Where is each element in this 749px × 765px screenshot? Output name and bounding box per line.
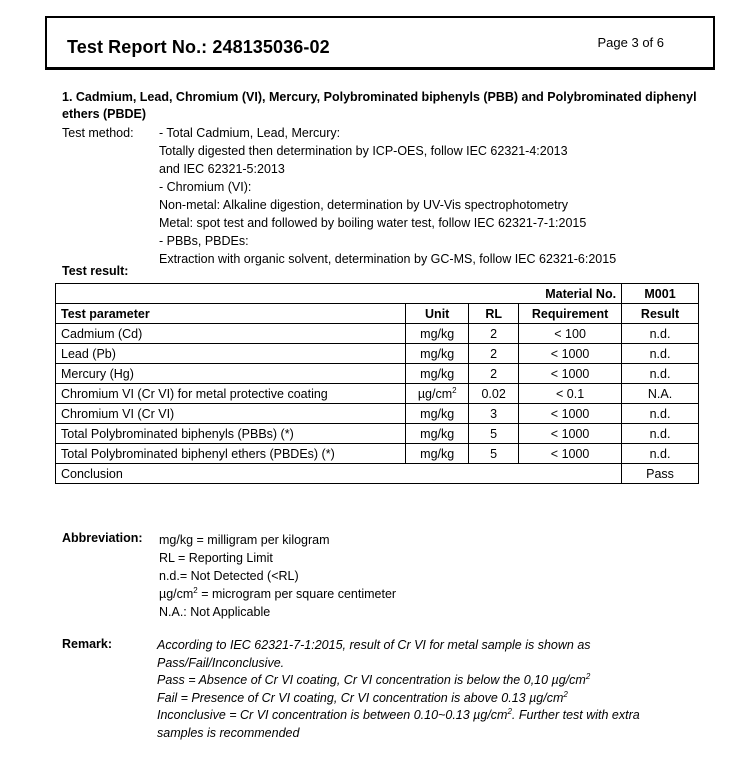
abbreviation-text: µg/cm [159,587,194,601]
parameter-cell: Chromium VI (Cr VI) for metal protective coating [56,384,406,404]
result-cell: n.d. [622,344,699,364]
remark-line-text: Pass = Absence of Cr VI coating, Cr VI concentration is below the 0,10 µg/cm [157,673,586,687]
unit-superscript: 2 [452,385,457,395]
abbreviation-superscript: 2 [193,586,198,595]
rl-cell: 2 [469,364,519,384]
remark-line [157,690,702,708]
requirement-cell: < 1000 [519,424,622,444]
parameter-cell: Chromium VI (Cr VI) [56,404,406,424]
table-row [56,444,699,464]
method-line: Non-metal: Alkaline digestion, determination by UV-Vis spectrophotometry [159,198,569,212]
table-blank-cell [406,284,469,304]
abbreviation-item [159,549,396,567]
result-cell: n.d. [622,324,699,344]
method-line: - PBBs, PBDEs: [159,234,249,248]
test-result-table [55,283,699,484]
rl-cell: 5 [469,424,519,444]
table-row [56,344,699,364]
remark-line [157,707,702,725]
method-line: and IEC 62321-5:2013 [159,162,285,176]
report-header [45,16,715,70]
abbreviation-text: mg/kg = milligram per kilogram [159,533,330,547]
column-header: Requirement [519,304,622,324]
method-line: - Total Cadmium, Lead, Mercury: [159,126,341,140]
unit-text: µg/cm [417,386,453,401]
requirement-cell: < 100 [519,324,622,344]
result-cell: n.d. [622,364,699,384]
test-method-label: Test method: [62,126,134,140]
remark-line [157,637,702,655]
material-id: M001 [622,284,699,304]
test-result-label: Test result: [62,264,129,278]
page-number: Page 3 of 6 [597,35,664,50]
table-row [56,404,699,424]
conclusion-value: Pass [622,464,699,484]
column-header: Result [622,304,699,324]
unit-cell [406,404,469,424]
unit-text: mg/kg [420,346,455,361]
abbreviation-item [159,603,396,621]
remark-line-text: Fail = Presence of Cr VI coating, Cr VI concentration is above 0.13 µg/cm [157,690,564,705]
unit-text: mg/kg [420,406,455,421]
remark-line [157,655,702,673]
rl-cell: 3 [469,404,519,424]
material-no-label: Material No. [519,284,622,304]
parameter-cell: Cadmium (Cd) [56,324,406,344]
remark-line [157,725,702,743]
rl-cell: 0.02 [469,384,519,404]
remark-text [157,637,702,742]
abbreviation-text: n.d.= Not Detected (<RL) [159,569,299,583]
requirement-cell: < 0.1 [519,384,622,404]
requirement-cell: < 1000 [519,404,622,424]
section-heading: 1. Cadmium, Lead, Chromium (VI), Mercury, Polybrominated biphenyls (PBB) and Polybrominated diphenyl ethers (PBDE) [62,90,697,121]
table-row [56,364,699,384]
column-header: Unit [406,304,469,324]
table-row [56,384,699,404]
table-blank-cell [56,284,406,304]
remark-line [157,672,702,690]
unit-cell [406,444,469,464]
remark-label: Remark: [62,637,113,651]
table-row [56,324,699,344]
unit-cell [406,384,469,404]
result-cell: N.A. [622,384,699,404]
remark-superscript: 2 [585,672,591,681]
parameter-cell: Lead (Pb) [56,344,406,364]
parameter-cell: Total Polybrominated biphenyls (PBBs) (*) [56,424,406,444]
remark-line-text: According to IEC 62321-7-1:2015, result of Cr VI for metal sample is shown as [157,638,591,652]
abbreviation-list [159,531,396,621]
unit-text: mg/kg [420,366,455,381]
table-blank-cell [469,284,519,304]
unit-cell [406,364,469,384]
abbreviation-text: RL = Reporting Limit [159,551,273,565]
result-cell: n.d. [622,444,699,464]
method-line: Totally digested then determination by ICP-OES, follow IEC 62321-4:2013 [159,144,568,158]
unit-text: mg/kg [420,446,455,461]
remark-superscript: 2 [563,689,568,699]
unit-cell [406,424,469,444]
table-header-row [56,304,699,324]
table-row [56,424,699,444]
unit-cell [406,344,469,364]
conclusion-row [56,464,699,484]
requirement-cell: < 1000 [519,444,622,464]
abbreviation-tail: = microgram per square centimeter [197,587,397,601]
rl-cell: 2 [469,344,519,364]
unit-text: mg/kg [420,426,455,441]
abbreviation-item [159,531,396,549]
parameter-cell: Total Polybrominated biphenyl ethers (PBDEs) (*) [56,444,406,464]
rl-cell: 2 [469,324,519,344]
unit-text: mg/kg [420,326,455,341]
abbreviation-item [159,585,396,603]
conclusion-label: Conclusion [56,464,622,484]
report-title: Test Report No.: 248135036-02 [67,37,330,57]
remark-line-tail: . Further test with extra [511,708,640,722]
method-line: Extraction with organic solvent, determination by GC-MS, follow IEC 62321-6:2015 [159,252,617,266]
remark-superscript: 2 [507,707,512,716]
method-line: Metal: spot test and followed by boiling water test, follow IEC 62321-7-1:2015 [159,216,587,230]
requirement-cell: < 1000 [519,364,622,384]
method-line: - Chromium (VI): [159,180,252,194]
abbreviation-label: Abbreviation: [62,531,143,545]
parameter-cell: Mercury (Hg) [56,364,406,384]
material-row [56,284,699,304]
result-cell: n.d. [622,404,699,424]
result-cell: n.d. [622,424,699,444]
abbreviation-item [159,567,396,585]
remark-line-text: Pass/Fail/Inconclusive. [157,655,285,670]
unit-cell [406,324,469,344]
rl-cell: 5 [469,444,519,464]
remark-line-text: samples is recommended [157,725,300,740]
requirement-cell: < 1000 [519,344,622,364]
abbreviation-text: N.A.: Not Applicable [159,605,271,619]
column-header: RL [469,304,519,324]
test-method-description [159,124,616,268]
remark-line-text: Inconclusive = Cr VI concentration is between 0.10~0.13 µg/cm [157,708,508,722]
column-header: Test parameter [56,304,406,324]
